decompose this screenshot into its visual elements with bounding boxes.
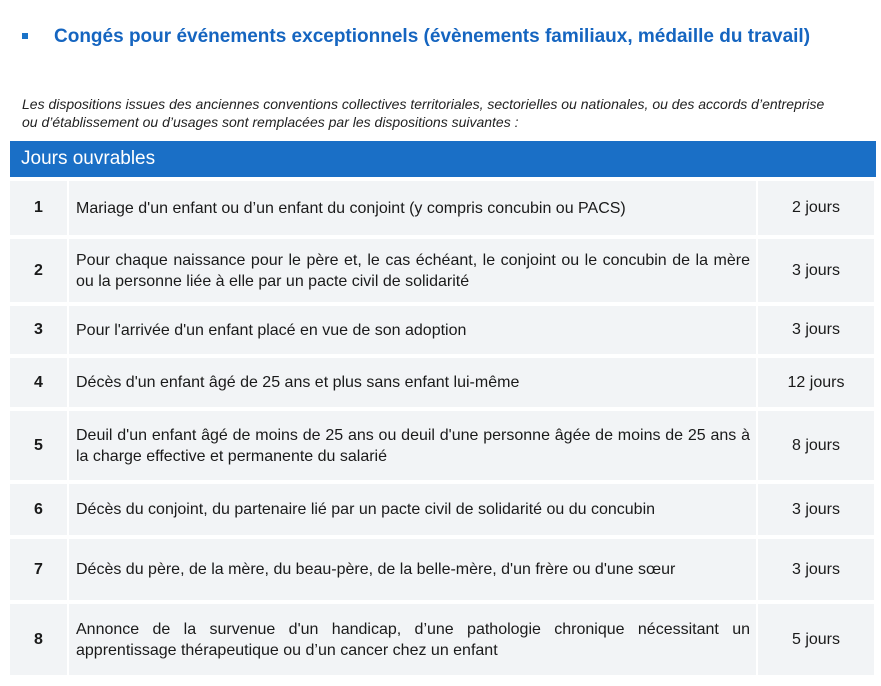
table-row <box>10 181 876 235</box>
table-header: Jours ouvrables <box>10 141 876 177</box>
row-description: Décès d'un enfant âgé de 25 ans et plus sans enfant lui-même <box>69 358 756 407</box>
leave-table <box>10 141 876 675</box>
row-description: Mariage d'un enfant ou d’un enfant du conjoint (y compris concubin ou PACS) <box>69 181 756 235</box>
table-row <box>10 604 876 675</box>
intro-paragraph: Les dispositions issues des anciennes conventions collectives territoriales, sectorielles ou nationales, ou des accords d’entreprise ou d’établissement ou d’usages sont remplacées par les dispositions suivantes : <box>22 96 825 130</box>
table-row <box>10 411 876 480</box>
section-heading <box>22 24 842 49</box>
row-number: 8 <box>10 604 67 675</box>
row-days: 2 jours <box>758 181 874 235</box>
table-row <box>10 539 876 600</box>
table-row <box>10 239 876 302</box>
row-description: Décès du conjoint, du partenaire lié par un pacte civil de solidarité ou du concubin <box>69 484 756 535</box>
row-description: Pour l'arrivée d'un enfant placé en vue de son adoption <box>69 306 756 354</box>
row-days: 3 jours <box>758 539 874 600</box>
row-description: Décès du père, de la mère, du beau-père, de la belle-mère, d'un frère ou d'une sœur <box>69 539 756 600</box>
bullet-square-icon <box>22 33 28 39</box>
section-title: Congés pour événements exceptionnels (évènements familiaux, médaille du travail) <box>54 26 811 47</box>
row-days: 3 jours <box>758 484 874 535</box>
table-row <box>10 306 876 354</box>
row-description: Pour chaque naissance pour le père et, le cas échéant, le conjoint ou le concubin de la mère ou la personne liée à elle par un pacte civil de solidarité <box>69 239 756 302</box>
row-days: 5 jours <box>758 604 874 675</box>
row-number: 6 <box>10 484 67 535</box>
row-days: 3 jours <box>758 239 874 302</box>
row-number: 2 <box>10 239 67 302</box>
row-description: Deuil d'un enfant âgé de moins de 25 ans ou deuil d'une personne âgée de moins de 25 ans à la charge effective et permanente du salarié <box>69 411 756 480</box>
row-number: 4 <box>10 358 67 407</box>
table-row <box>10 358 876 407</box>
row-days: 8 jours <box>758 411 874 480</box>
row-description: Annonce de la survenue d'un handicap, d’une pathologie chronique nécessitant un apprentissage thérapeutique ou d’un cancer chez un enfant <box>69 604 756 675</box>
row-days: 12 jours <box>758 358 874 407</box>
row-number: 7 <box>10 539 67 600</box>
table-row <box>10 484 876 535</box>
row-days: 3 jours <box>758 306 874 354</box>
row-number: 1 <box>10 181 67 235</box>
row-number: 5 <box>10 411 67 480</box>
row-number: 3 <box>10 306 67 354</box>
